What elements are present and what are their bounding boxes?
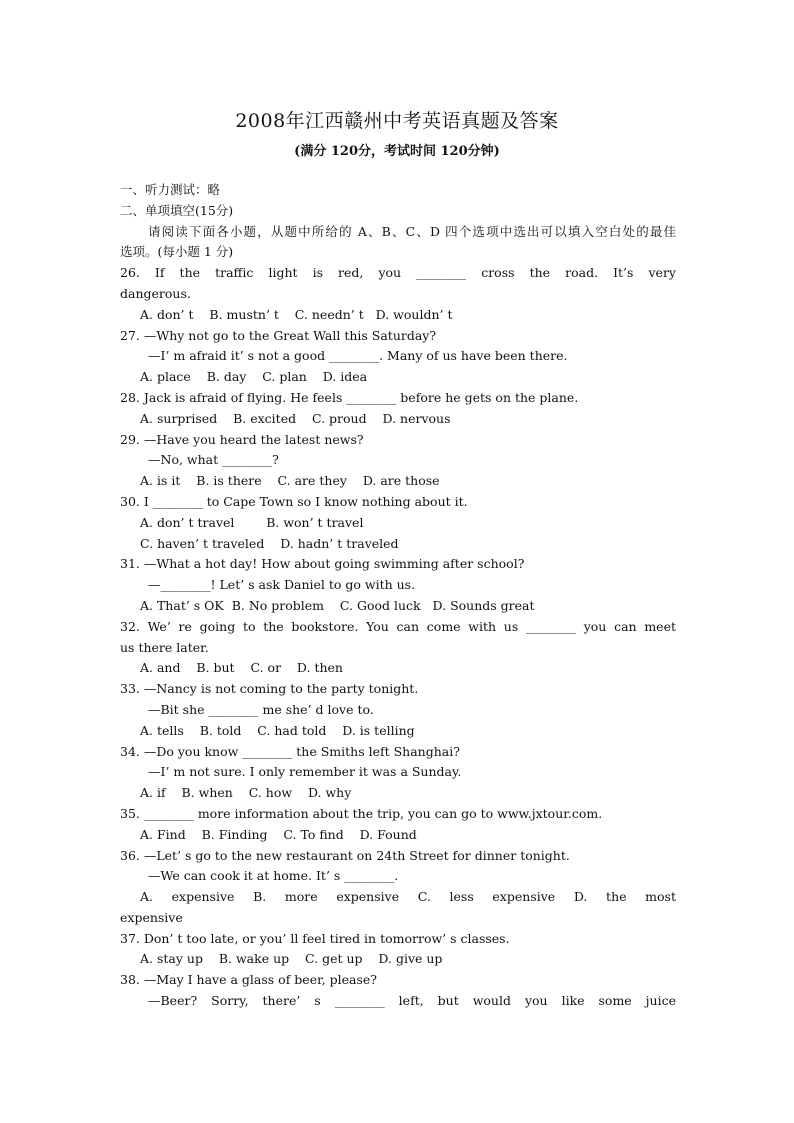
question-29-options: A. is it B. is there C. are they D. are those [140,473,440,489]
question-26-stem-cont: dangerous. [120,285,191,301]
question-27-options: A. place B. day C. plan D. idea [140,369,368,385]
question-33-options: A. tells B. told C. had told D. is telling [140,722,415,738]
question-30-options-2: C. haven’ t traveled D. hadn’ t traveled [140,535,399,551]
instructions-line-1: 请阅读下面各小题，从题中所给的 A、B、C、D 四个选项中选出可以填入空白处的最佳 [148,223,676,239]
page-title: 2008年江西赣州中考英语真题及答案 [235,110,559,132]
question-28-options: A. surprised B. excited C. proud D. nervous [140,410,451,426]
question-32-stem-cont: us there later. [120,639,209,655]
question-38-response: —Beer? Sorry, there’ s ________ left, but would you like some juice [148,993,676,1009]
question-30-stem: 30. I ________ to Cape Town so I know nothing about it. [120,493,468,509]
question-31-options: A. That’ s OK B. No problem C. Good luck D. Sounds great [140,597,535,613]
question-34-response: —I’ m not sure. I only remember it was a Sunday. [148,764,462,780]
question-36-stem: 36. —Let’ s go to the new restaurant on 24th Street for dinner tonight. [120,847,570,863]
question-31-response: —________! Let’ s ask Daniel to go with us. [148,577,416,593]
question-34-stem: 34. —Do you know ________ the Smiths left Shanghai? [120,743,460,759]
question-30-options-1: A. don’ t travel B. won’ t travel [140,514,364,530]
section-heading-multiple-choice: 二、单项填空(15分) [120,202,234,218]
question-33-response: —Bit she ________ me she’ d love to. [148,701,374,717]
question-26-stem: 26. If the traffic light is red, you ________ cross the road. It’s very [120,265,676,281]
question-34-options: A. if B. when C. how D. why [140,785,352,801]
question-37-stem: 37. Don’ t too late, or you’ ll feel tired in tomorrow’ s classes. [120,930,510,946]
question-36-options-cont: expensive [120,909,183,925]
question-35-stem: 35. ________ more information about the trip, you can go to www.jxtour.com. [120,805,603,821]
question-28-stem: 28. Jack is afraid of flying. He feels ________ before he gets on the plane. [120,389,579,405]
question-38-stem: 38. —May I have a glass of beer, please? [120,972,378,988]
question-35-options: A. Find B. Finding C. To find D. Found [140,826,417,842]
question-26-options: A. don’ t B. mustn’ t C. needn’ t D. wouldn’ t [140,306,453,322]
question-32-options: A. and B. but C. or D. then [140,660,343,676]
question-27-stem: 27. —Why not go to the Great Wall this Saturday? [120,327,437,343]
question-32-stem: 32. We’ re going to the bookstore. You can come with us ________ you can meet [120,618,676,634]
document-body [120,180,676,1012]
question-29-response: —No, what ________? [148,452,279,468]
question-37-options: A. stay up B. wake up C. get up D. give up [140,951,443,967]
question-33-stem: 33. —Nancy is not coming to the party tonight. [120,681,419,697]
question-27-response: —I’ m afraid it’ s not a good ________. Many of us have been there. [148,348,568,364]
question-36-options: A. expensive B. more expensive C. less expensive D. the most [140,889,676,905]
question-29-stem: 29. —Have you heard the latest news? [120,431,364,447]
question-31-stem: 31. —What a hot day! How about going swimming after school? [120,556,525,572]
section-heading-listening: 一、听力测试：略 [120,182,221,197]
question-36-response: —We can cook it at home. It’ s ________. [148,868,399,884]
instructions-line-2: 选项。(每小题 1 分) [120,244,234,260]
page-subtitle: (满分 120分，考试时间 120分钟) [294,144,500,159]
